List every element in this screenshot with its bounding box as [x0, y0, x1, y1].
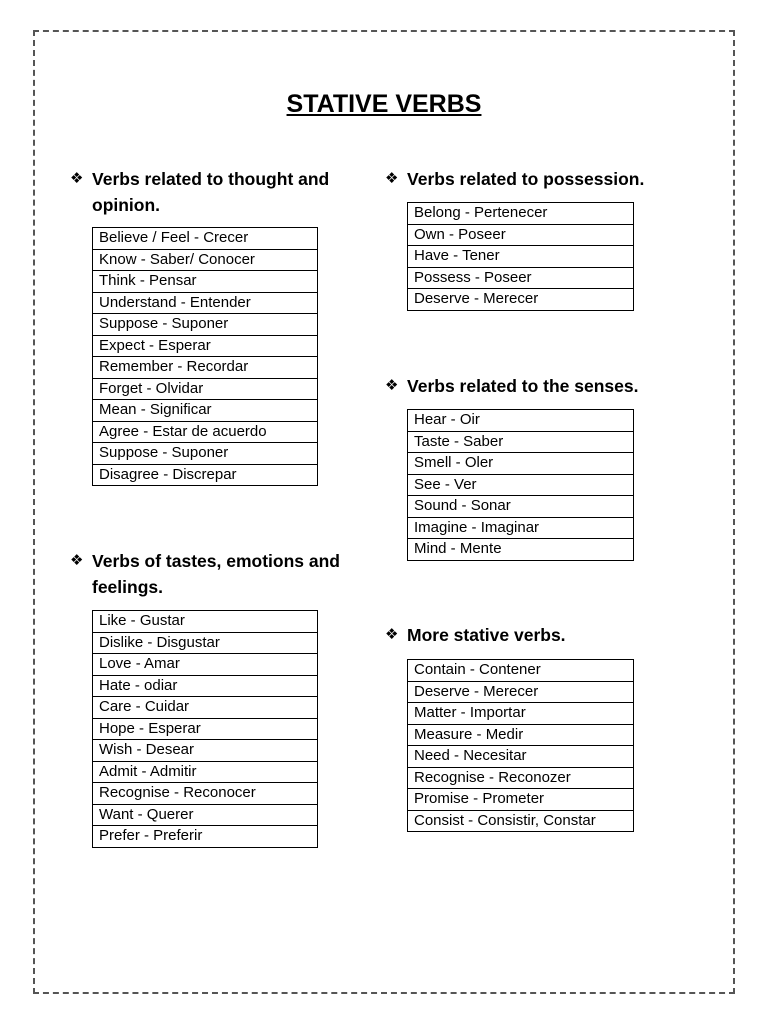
heading-text: More stative verbs. — [407, 625, 566, 645]
table-row — [93, 421, 318, 443]
table-row — [93, 654, 318, 676]
verb-cell: Possess - Poseer — [408, 267, 634, 289]
verb-cell: Recognise - Reconocer — [93, 783, 318, 805]
table-row — [93, 443, 318, 465]
verb-cell: Promise - Prometer — [408, 789, 634, 811]
verb-cell: Sound - Sonar — [408, 496, 634, 518]
verb-cell: Agree - Estar de acuerdo — [93, 421, 318, 443]
table-row — [408, 746, 634, 768]
table-row — [408, 203, 634, 225]
table-row — [408, 789, 634, 811]
table-row — [408, 660, 634, 682]
table-row — [408, 703, 634, 725]
verb-cell: Suppose - Suponer — [93, 314, 318, 336]
table-row — [93, 761, 318, 783]
heading-senses — [385, 373, 707, 399]
verb-cell: Disagree - Discrepar — [93, 464, 318, 486]
verb-cell: Deserve - Merecer — [408, 289, 634, 311]
verb-cell: Matter - Importar — [408, 703, 634, 725]
heading-thought-opinion — [70, 166, 382, 218]
verb-cell: Remember - Recordar — [93, 357, 318, 379]
heading-tastes-emotions — [70, 548, 392, 600]
table-possession — [407, 202, 634, 311]
table-row — [93, 697, 318, 719]
table-row — [93, 357, 318, 379]
verb-cell: Dislike - Disgustar — [93, 632, 318, 654]
table-row — [93, 314, 318, 336]
verb-cell: Smell - Oler — [408, 453, 634, 475]
table-row — [408, 810, 634, 832]
verb-cell: Imagine - Imaginar — [408, 517, 634, 539]
table-row — [93, 271, 318, 293]
table-row — [408, 410, 634, 432]
table-row — [93, 783, 318, 805]
table-more-stative — [407, 659, 634, 832]
diamond-bullet-icon: ❖ — [385, 377, 399, 394]
diamond-bullet-icon: ❖ — [385, 626, 399, 643]
heading-text: Verbs related to possession. — [407, 169, 645, 189]
verb-cell: Deserve - Merecer — [408, 681, 634, 703]
heading-more-stative — [385, 622, 707, 648]
table-row — [93, 632, 318, 654]
table-senses — [407, 409, 634, 561]
table-row — [93, 804, 318, 826]
table-row — [408, 289, 634, 311]
verb-cell: Belong - Pertenecer — [408, 203, 634, 225]
verb-cell: Want - Querer — [93, 804, 318, 826]
verb-cell: Recognise - Reconozer — [408, 767, 634, 789]
verb-cell: Prefer - Preferir — [93, 826, 318, 848]
table-row — [93, 675, 318, 697]
verb-cell: Care - Cuidar — [93, 697, 318, 719]
verb-cell: Hate - odiar — [93, 675, 318, 697]
table-row — [408, 681, 634, 703]
table-row — [408, 453, 634, 475]
diamond-bullet-icon: ❖ — [70, 170, 84, 187]
verb-cell: Understand - Entender — [93, 292, 318, 314]
heading-text: Verbs related to thought and opinion. — [92, 169, 330, 215]
verb-cell: Taste - Saber — [408, 431, 634, 453]
table-row — [93, 249, 318, 271]
verb-cell: See - Ver — [408, 474, 634, 496]
verb-cell: Admit - Admitir — [93, 761, 318, 783]
verb-cell: Own - Poseer — [408, 224, 634, 246]
diamond-bullet-icon: ❖ — [385, 170, 399, 187]
verb-cell: Consist - Consistir, Constar — [408, 810, 634, 832]
page-title: STATIVE VERBS — [286, 90, 482, 118]
verb-cell: Hear - Oir — [408, 410, 634, 432]
table-row — [408, 724, 634, 746]
table-row — [408, 431, 634, 453]
table-row — [408, 496, 634, 518]
verb-cell: Suppose - Suponer — [93, 443, 318, 465]
diamond-bullet-icon: ❖ — [70, 552, 84, 569]
verb-cell: Mind - Mente — [408, 539, 634, 561]
verb-cell: Like - Gustar — [93, 611, 318, 633]
verb-cell: Wish - Desear — [93, 740, 318, 762]
verb-cell: Hope - Esperar — [93, 718, 318, 740]
table-row — [93, 228, 318, 250]
table-tastes-emotions — [92, 610, 318, 848]
table-row — [93, 335, 318, 357]
table-row — [93, 611, 318, 633]
table-row — [93, 400, 318, 422]
table-row — [93, 718, 318, 740]
verb-cell: Mean - Significar — [93, 400, 318, 422]
verb-cell: Know - Saber/ Conocer — [93, 249, 318, 271]
table-thought-opinion — [92, 227, 318, 486]
table-row — [93, 740, 318, 762]
table-row — [408, 539, 634, 561]
table-row — [408, 517, 634, 539]
table-row — [93, 292, 318, 314]
table-row — [408, 767, 634, 789]
verb-cell: Love - Amar — [93, 654, 318, 676]
verb-cell: Have - Tener — [408, 246, 634, 268]
heading-possession — [385, 166, 707, 192]
verb-cell: Contain - Contener — [408, 660, 634, 682]
verb-cell: Expect - Esperar — [93, 335, 318, 357]
heading-text: Verbs of tastes, emotions and feelings. — [92, 551, 340, 597]
table-row — [408, 246, 634, 268]
verb-cell: Think - Pensar — [93, 271, 318, 293]
verb-cell: Measure - Medir — [408, 724, 634, 746]
heading-text: Verbs related to the senses. — [407, 376, 639, 396]
table-row — [408, 474, 634, 496]
verb-cell: Forget - Olvidar — [93, 378, 318, 400]
verb-cell: Believe / Feel - Crecer — [93, 228, 318, 250]
table-row — [93, 464, 318, 486]
table-row — [408, 267, 634, 289]
verb-cell: Need - Necesitar — [408, 746, 634, 768]
table-row — [93, 826, 318, 848]
table-row — [408, 224, 634, 246]
table-row — [93, 378, 318, 400]
